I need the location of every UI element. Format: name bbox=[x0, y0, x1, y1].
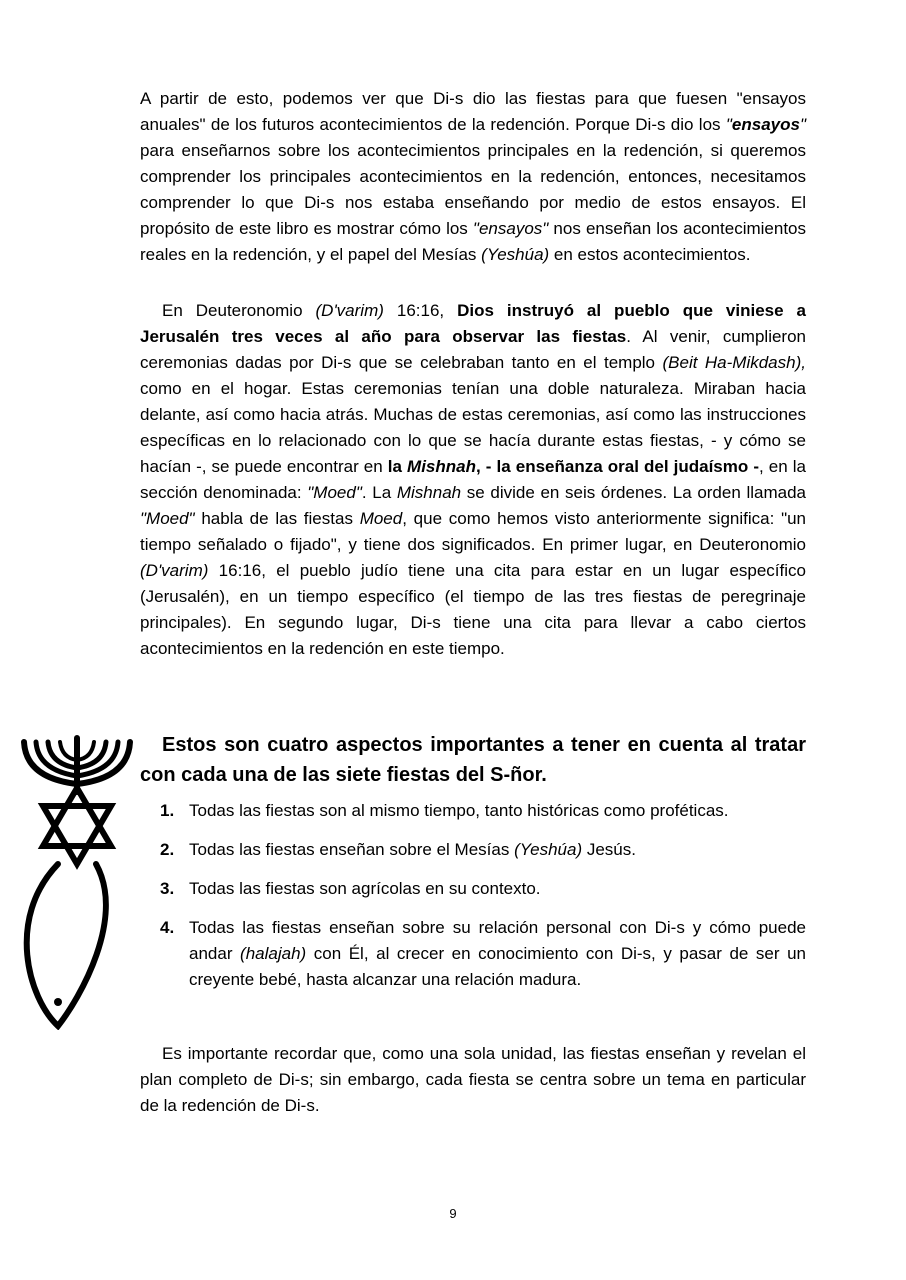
paragraph-conclusion bbox=[140, 1041, 806, 1119]
text-run: ensayos bbox=[731, 115, 800, 134]
text-run: " bbox=[725, 115, 732, 134]
text-run: Mishnah bbox=[396, 483, 462, 502]
paragraph-deuteronomio bbox=[140, 298, 806, 662]
list-item bbox=[160, 798, 806, 824]
text-run: En Deuteronomio bbox=[162, 301, 316, 320]
text-run: como en el hogar. Estas ceremonias tenían una doble naturaleza. Miraban hacia delante, así como hacia atrás. Muchas de estas ceremonias, así como las instrucciones específicas en lo relacionado con lo que se hacía durante estas fiestas, - y cómo se hacían -, se puede encontrar en bbox=[140, 379, 806, 476]
text-run: " bbox=[799, 115, 806, 134]
aspects-list bbox=[160, 798, 806, 1006]
text-run: Moed bbox=[359, 509, 403, 528]
text-run: . La bbox=[361, 483, 397, 502]
text-run: para enseñarnos sobre los acontecimientos principales en la redención, si queremos comprender los principales acontecimientos en la redención, entonces, necesitamos comprender lo que Di-s nos estaba enseñando por medio de estos ensayos. El propósito de este libro es mostrar cómo los bbox=[140, 141, 806, 238]
page-number: 9 bbox=[449, 1206, 457, 1221]
text-run: (halajah) bbox=[240, 944, 307, 963]
text-run: A partir de esto, podemos ver que Di-s dio las fiestas para que fuesen "ensayos anuales" de los futuros acontecimientos de la redención. Porque Di-s dio los bbox=[140, 89, 806, 134]
text-run: , en la sección denominada: bbox=[140, 457, 806, 502]
list-item-text bbox=[189, 840, 636, 859]
text-run: Dios instruyó al pueblo que viniese a Jerusalén tres veces al año para observar las fiestas bbox=[140, 301, 806, 346]
text-run: en estos acontecimientos. bbox=[549, 245, 751, 264]
text-run: Mishnah bbox=[407, 457, 476, 476]
list-item-number: 4. bbox=[160, 918, 175, 937]
text-run: se divide en seis órdenes. La orden llamada bbox=[461, 483, 806, 502]
text-run: (D'varim) bbox=[140, 561, 209, 580]
list-item-number: 2. bbox=[160, 840, 175, 859]
text-run: . Al venir, cumplieron ceremonias dadas por Di-s que se celebraban tanto en el templo bbox=[140, 327, 806, 372]
text-run: habla de las fiestas bbox=[194, 509, 360, 528]
text-run: Todas las fiestas enseñan sobre su relación personal con Di-s y cómo puede andar bbox=[189, 918, 806, 963]
text-run: (Beit Ha-Mikdash), bbox=[662, 353, 806, 372]
list-item-text bbox=[189, 801, 729, 820]
text-run: 16:16, bbox=[383, 301, 458, 320]
section-heading: Estos son cuatro aspectos importantes a tener en cuenta al tratar con cada una de las siete fiestas del S-ñor. bbox=[140, 734, 806, 786]
text-run: con Él, al crecer en conocimiento con Di-s, y pasar de ser un creyente bebé, hasta alcanzar una relación madura. bbox=[189, 944, 807, 989]
messianic-seal-icon bbox=[18, 728, 136, 1030]
text-run: , - la enseñanza oral del judaísmo - bbox=[476, 457, 759, 476]
text-run: Todas las fiestas son al mismo tiempo, tanto históricas como proféticas. bbox=[189, 801, 729, 820]
text-run: (D'varim) bbox=[315, 301, 384, 320]
text-run: "Moed" bbox=[140, 509, 195, 528]
list-item-text bbox=[189, 918, 806, 989]
text-run: "Moed" bbox=[307, 483, 362, 502]
paragraph-intro bbox=[140, 86, 806, 268]
list-item-number: 3. bbox=[160, 879, 175, 898]
list-item-text bbox=[189, 879, 541, 898]
list-item bbox=[160, 876, 806, 902]
list-item bbox=[160, 837, 806, 863]
list-item-number: 1. bbox=[160, 801, 175, 820]
text-run: Todas las fiestas enseñan sobre el Mesías bbox=[189, 840, 515, 859]
text-run: 16:16, el pueblo judío tiene una cita para estar en un lugar específico (Jerusalén), en un tiempo específico (el tiempo de las tres fiestas de peregrinaje principales). En segundo lugar, Di-s tiene una cita para llevar a cabo ciertos acontecimientos en la redención en este tiempo. bbox=[140, 561, 806, 658]
list-item bbox=[160, 915, 806, 993]
text-run: Es importante recordar que, como una sola unidad, las fiestas enseñan y revelan el plan completo de Di-s; sin embargo, cada fiesta se centra sobre un tema en particular de la redención de Di-s. bbox=[140, 1044, 806, 1115]
text-run: (Yeshúa) bbox=[481, 245, 550, 264]
text-run: Jesús. bbox=[582, 840, 636, 859]
text-run: nos enseñan los acontecimientos reales en la redención, y el papel del Mesías bbox=[140, 219, 806, 264]
text-run: (Yeshúa) bbox=[514, 840, 583, 859]
text-run: "ensayos" bbox=[472, 219, 549, 238]
text-run: , que como hemos visto anteriormente significa: "un tiempo señalado o fijado", y tiene dos significados. En primer lugar, en Deuteronomio bbox=[140, 509, 807, 554]
text-run: Todas las fiestas son agrícolas en su contexto. bbox=[189, 879, 541, 898]
text-run: la bbox=[387, 457, 408, 476]
